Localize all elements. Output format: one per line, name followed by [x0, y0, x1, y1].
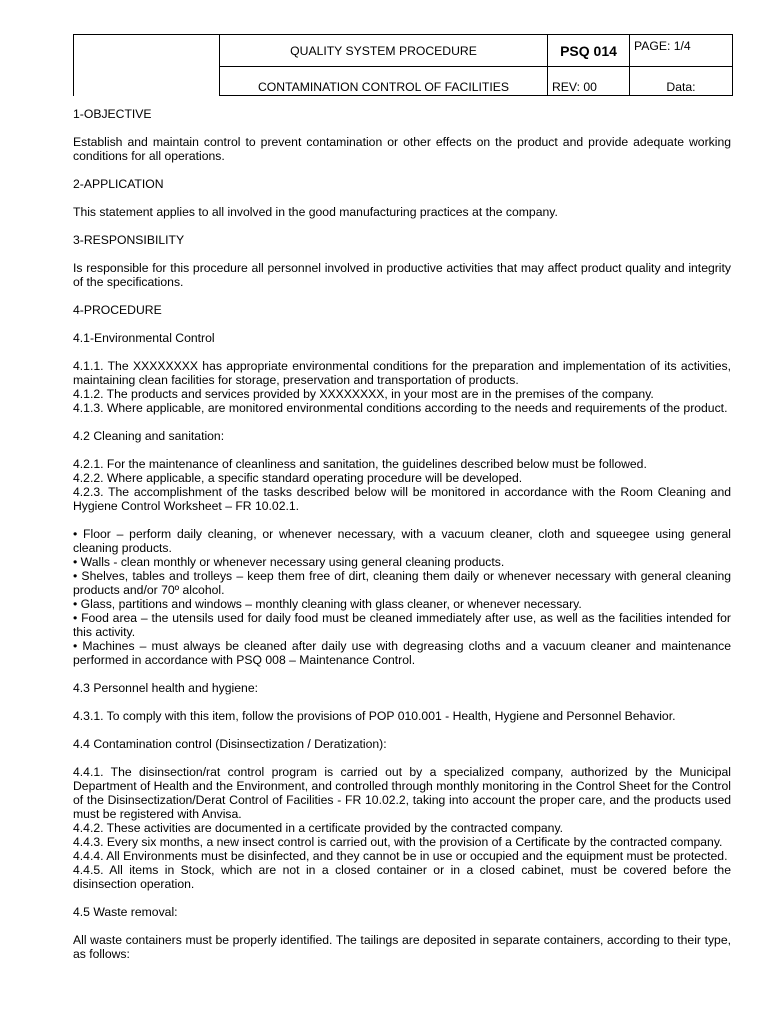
paragraph: 1-OBJECTIVE — [73, 107, 152, 121]
paragraph: • Glass, partitions and windows – monthly cleaning with glass cleaner, or whenever necessary. — [73, 597, 582, 611]
paragraph: 4.1-Environmental Control — [73, 331, 215, 345]
paragraph: 4.2.2. Where applicable, a specific standard operating procedure will be developed. — [73, 471, 523, 485]
paragraph: • Machines – must always be cleaned after daily use with degreasing cloths and a vacuum cleaner and maintenance performed in accordance with PSQ 008 – Maintenance Control. — [73, 639, 731, 667]
paragraph: 4.4.3. Every six months, a new insect control is carried out, with the provision of a Certificate by the contracted company. — [73, 835, 723, 849]
paragraph: 4.1.2. The products and services provided by XXXXXXXX, in your most are in the premises of the company. — [73, 387, 654, 401]
paragraph: 4.2.1. For the maintenance of cleanliness and sanitation, the guidelines described below must be followed. — [73, 457, 647, 471]
procedure-code: PSQ 014 — [548, 35, 630, 67]
paragraph: 4.5 Waste removal: — [73, 905, 178, 919]
paragraph: 4.4.1. The disinsection/rat control program is carried out by a specialized company, authorized by the Municipal Department of Health and the Environment, and controlled through monthly monitoring in the Control Sheet for the Control of the Disinsectization/Derat Control of Facilities - FR 10.02.2, taking into account the proper care, and the products used must be registered with Anvisa. — [73, 765, 731, 821]
paragraph: 4.4.2. These activities are documented in a certificate provided by the contracted company. — [73, 821, 564, 835]
paragraph: 4.2 Cleaning and sanitation: — [73, 429, 225, 443]
paragraph: • Floor – perform daily cleaning, or whenever necessary, with a vacuum cleaner, cloth and squeegee using general cleaning products. — [73, 527, 731, 555]
date-label: Data: — [630, 67, 733, 96]
paragraph: 4.3 Personnel health and hygiene: — [73, 681, 258, 695]
document-body — [73, 107, 731, 961]
paragraph: • Shelves, tables and trolleys – keep them free of dirt, cleaning them daily or whenever necessary with general cleaning products and/or 70º alcohol. — [73, 569, 731, 597]
paragraph: Is responsible for this procedure all personnel involved in productive activities that may affect product quality and integrity of the specifications. — [73, 261, 731, 289]
paragraph: 4.4 Contamination control (Disinsectization / Deratization): — [73, 737, 387, 751]
paragraph: 4.2.3. The accomplishment of the tasks described below will be monitored in accordance with the Room Cleaning and Hygiene Control Worksheet – FR 10.02.1. — [73, 485, 731, 513]
paragraph: • Walls - clean monthly or whenever necessary using general cleaning products. — [73, 555, 505, 569]
paragraph: All waste containers must be properly identified. The tailings are deposited in separate containers, according to their type, as follows: — [73, 933, 731, 961]
logo-cell — [74, 35, 220, 96]
paragraph: 4.1.3. Where applicable, are monitored environmental conditions according to the needs and requirements of the product. — [73, 401, 728, 415]
paragraph: 4.4.4. All Environments must be disinfected, and they cannot be in use or occupied and the equipment must be protected. — [73, 849, 728, 863]
document-header-table — [73, 34, 733, 96]
procedure-title: QUALITY SYSTEM PROCEDURE — [220, 35, 548, 67]
paragraph: 4.1.1. The XXXXXXXX has appropriate environmental conditions for the preparation and implementation of its activities, maintaining clean facilities for storage, preservation and transportation of products. — [73, 359, 731, 387]
procedure-subtitle: CONTAMINATION CONTROL OF FACILITIES — [220, 67, 548, 96]
paragraph: 2-APPLICATION — [73, 177, 164, 191]
paragraph: This statement applies to all involved in the good manufacturing practices at the company. — [73, 205, 558, 219]
paragraph: • Food area – the utensils used for daily food must be cleaned immediately after use, as well as the facilities intended for this activity. — [73, 611, 731, 639]
page-number: PAGE: 1/4 — [630, 35, 733, 67]
revision: REV: 00 — [548, 67, 630, 96]
paragraph: 4.3.1. To comply with this item, follow the provisions of POP 010.001 - Health, Hygiene and Personnel Behavior. — [73, 709, 676, 723]
paragraph: Establish and maintain control to prevent contamination or other effects on the product and provide adequate working conditions for all operations. — [73, 135, 731, 163]
paragraph: 4.4.5. All items in Stock, which are not in a closed container or in a closed cabinet, must be covered before the disinsection operation. — [73, 863, 731, 891]
paragraph: 3-RESPONSIBILITY — [73, 233, 185, 247]
paragraph: 4-PROCEDURE — [73, 303, 162, 317]
